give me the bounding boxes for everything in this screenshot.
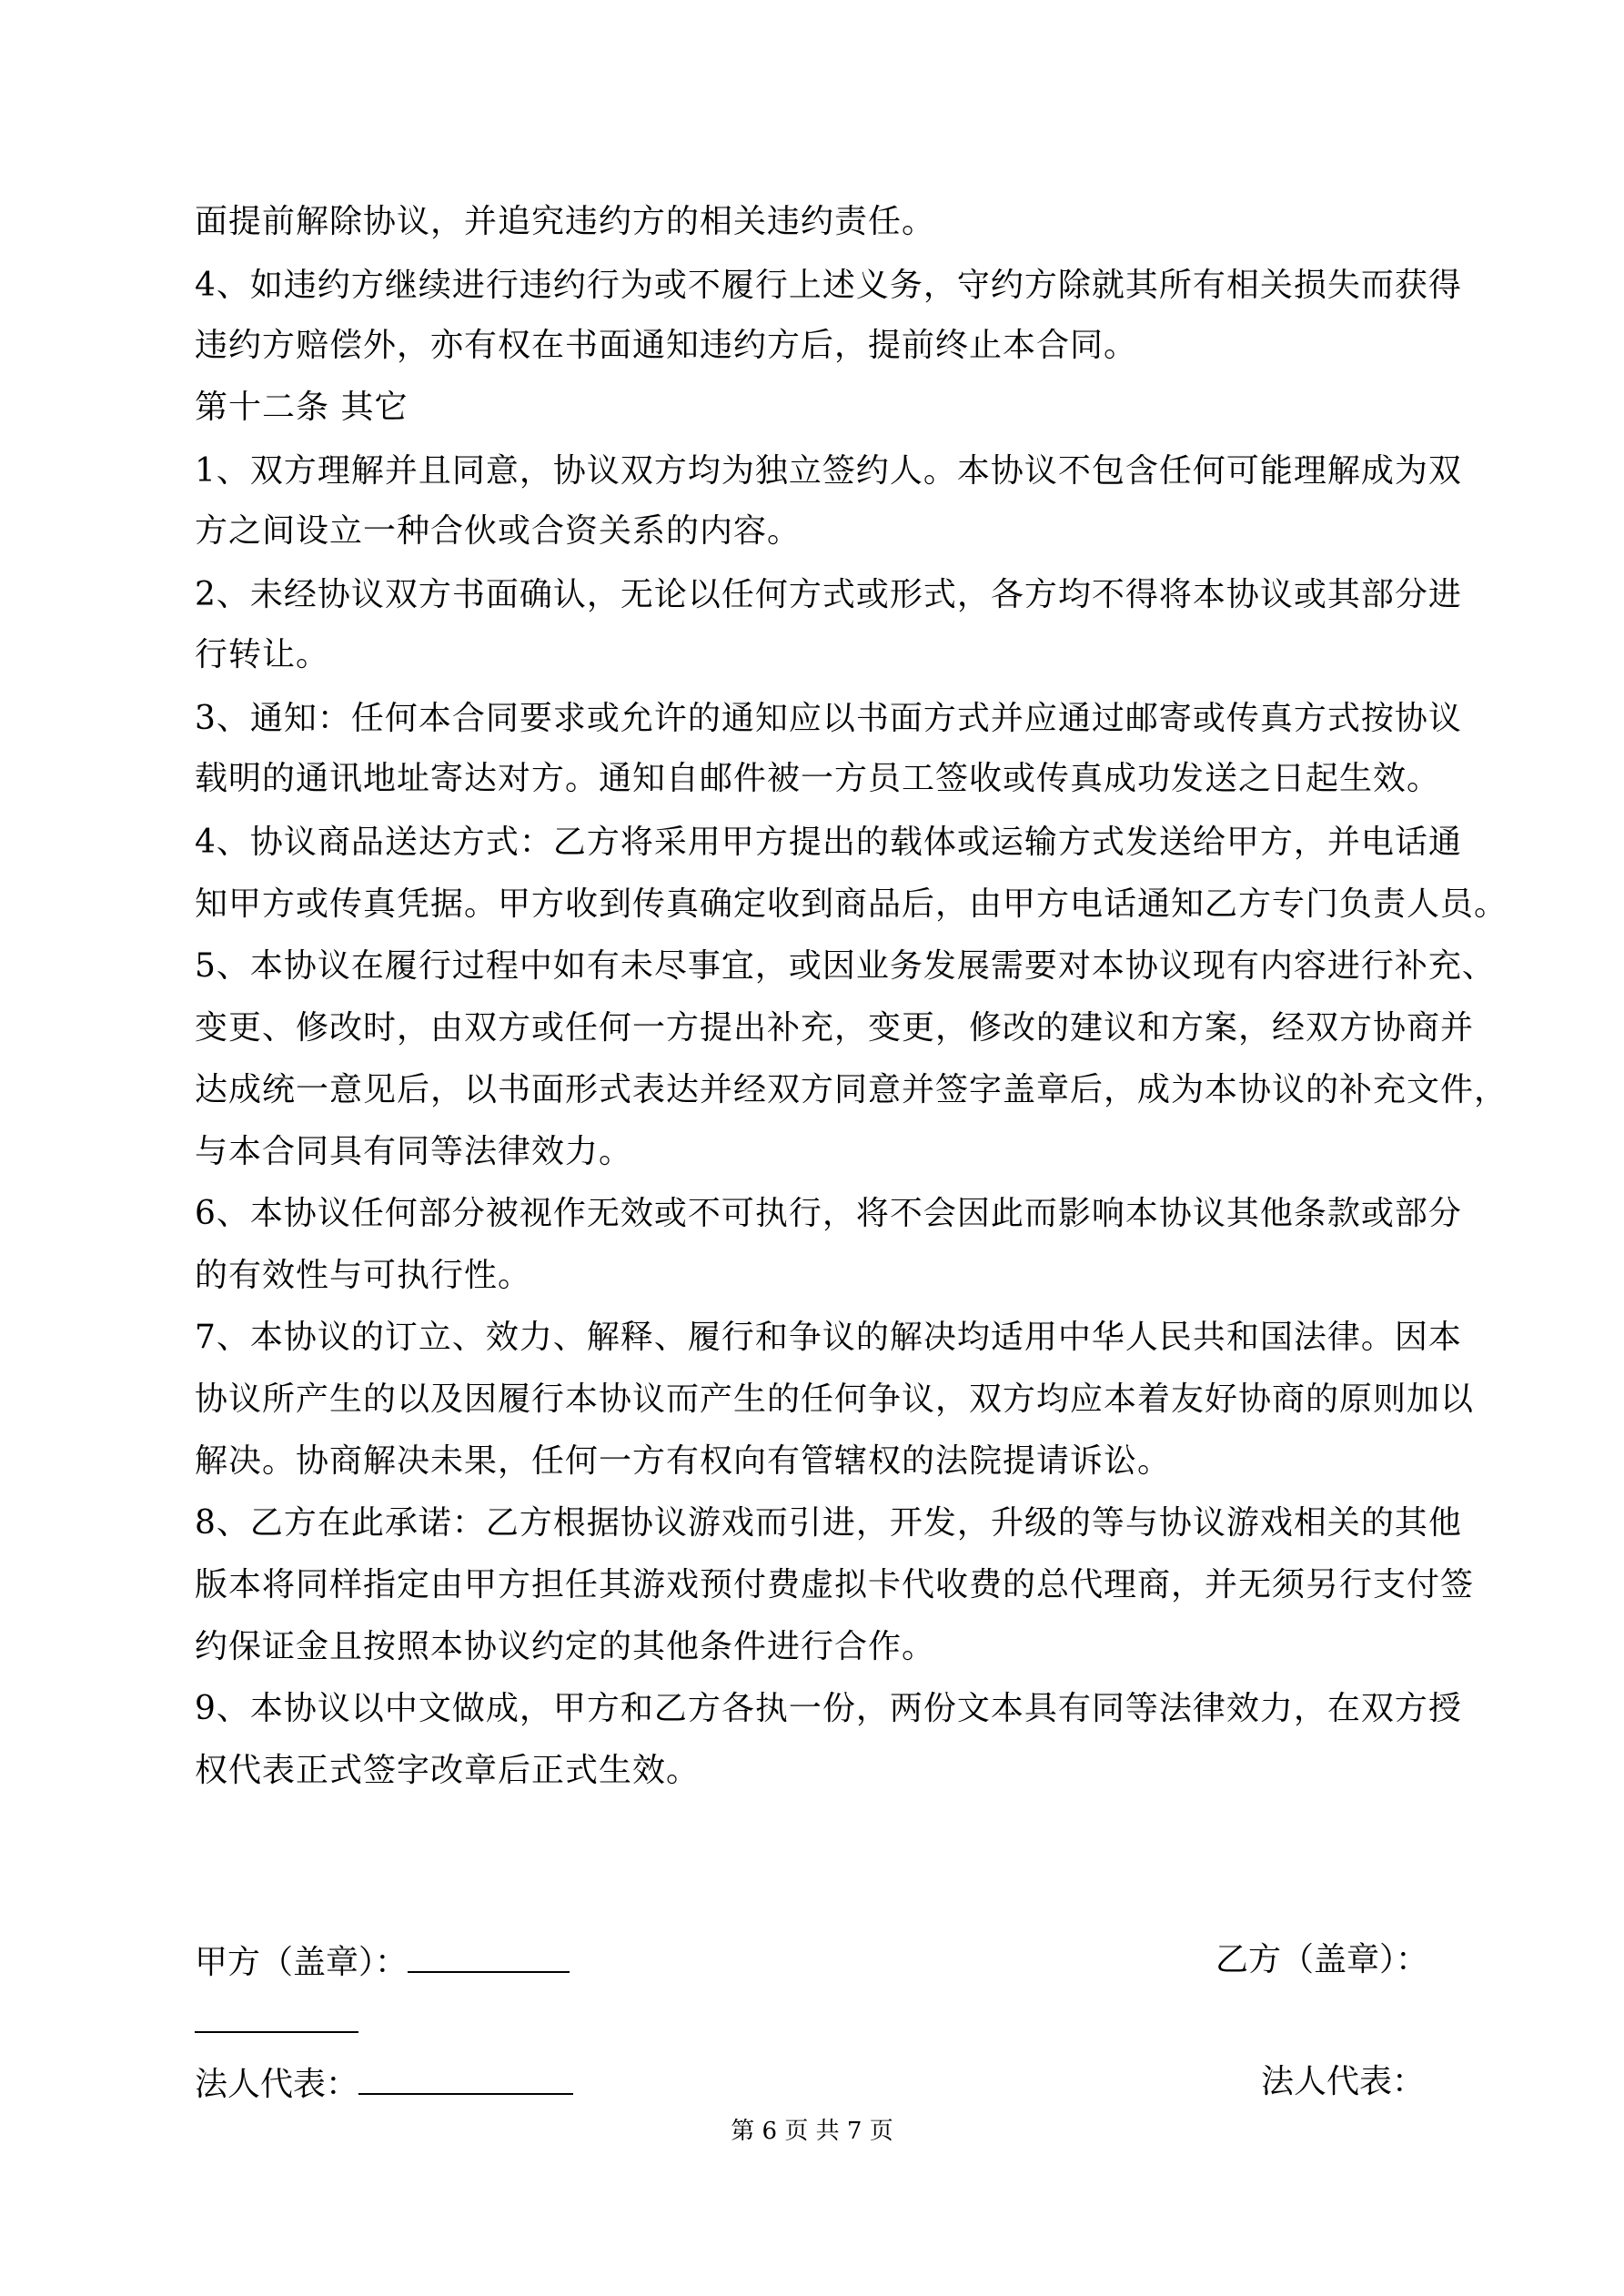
- text-line: 6、本协议任何部分被视作无效或不可执行，将不会因此而影响本协议其他条款或部分: [195, 1195, 1462, 1232]
- text-line: 知甲方或传真凭据。甲方收到传真确定收到商品后，由甲方电话通知乙方专门负责人员。: [195, 885, 1508, 923]
- rep-a-label: 法人代表：: [195, 2066, 359, 2103]
- rep-a-signature: [195, 2058, 573, 2106]
- party-a-blank[interactable]: [408, 1937, 570, 1973]
- text-line: 2、未经协议双方书面确认，无论以任何方式或形式，各方均不得将本协议或其部分进: [195, 576, 1462, 613]
- text-line: 变更、修改时，由双方或任何一方提出补充，变更，修改的建议和方案，经双方协商并: [195, 1009, 1475, 1047]
- party-a-signature: [195, 1937, 570, 1984]
- page-number: 第 6 页 共 7 页: [731, 2118, 893, 2145]
- text-line: 版本将同样指定由甲方担任其游戏预付费虚拟卡代收费的总代理商，并无须另行支付签: [195, 1566, 1475, 1603]
- party-b-blank[interactable]: [195, 2031, 358, 2033]
- party-b-label: 乙方（盖章）：: [1215, 1941, 1429, 1978]
- text-line: 约保证金且按照本协议约定的其他条件进行合作。: [195, 1628, 936, 1665]
- text-line: 3、通知：任何本合同要求或允许的通知应以书面方式并应通过邮寄或传真方式按协议: [195, 700, 1462, 737]
- text-line: 违约方赔偿外，亦有权在书面通知违约方后，提前终止本合同。: [195, 327, 1138, 364]
- rep-b-label: 法人代表：: [1261, 2063, 1426, 2100]
- text-line: 行转让。: [195, 636, 330, 673]
- text-line: 7、本协议的订立、效力、解释、履行和争议的解决均适用中华人民共和国法律。因本: [195, 1319, 1462, 1356]
- text-line: 协议所产生的以及因履行本协议而产生的任何争议，双方均应本着友好协商的原则加以: [195, 1381, 1475, 1418]
- text-line: 载明的通讯地址寄达对方。通知自邮件被一方员工签收或传真成功发送之日起生效。: [195, 760, 1441, 797]
- text-line: 解决。协商解决未果，任何一方有权向有管辖权的法院提请诉讼。: [195, 1442, 1172, 1480]
- section-heading: 第十二条 其它: [195, 389, 409, 426]
- text-line: 1、双方理解并且同意，协议双方均为独立签约人。本协议不包含任何可能理解成为双: [195, 452, 1462, 490]
- text-line: 4、如违约方继续进行违约行为或不履行上述义务，守约方除就其所有相关损失而获得: [195, 267, 1462, 304]
- text-line: 面提前解除协议，并追究违约方的相关违约责任。: [195, 203, 936, 240]
- text-line: 与本合同具有同等法律效力。: [195, 1133, 633, 1170]
- text-line: 9、本协议以中文做成，甲方和乙方各执一份，两份文本具有同等法律效力，在双方授: [195, 1690, 1462, 1727]
- text-line: 5、本协议在履行过程中如有未尽事宜，或因业务发展需要对本协议现有内容进行补充、: [195, 947, 1496, 985]
- rep-a-blank[interactable]: [358, 2058, 573, 2095]
- text-line: 4、协议商品送达方式：乙方将采用甲方提出的载体或运输方式发送给甲方，并电话通: [195, 824, 1462, 861]
- text-line: 方之间设立一种合伙或合资关系的内容。: [195, 512, 802, 550]
- party-a-label: 甲方（盖章）：: [195, 1944, 409, 1981]
- text-line: 8、乙方在此承诺：乙方根据协议游戏而引进，开发，升级的等与协议游戏相关的其他: [195, 1504, 1462, 1542]
- text-line: 权代表正式签字改章后正式生效。: [195, 1752, 701, 1789]
- text-line: 的有效性与可执行性。: [195, 1257, 532, 1294]
- text-line: 达成统一意见后，以书面形式表达并经双方同意并签字盖章后，成为本协议的补充文件，: [195, 1071, 1508, 1108]
